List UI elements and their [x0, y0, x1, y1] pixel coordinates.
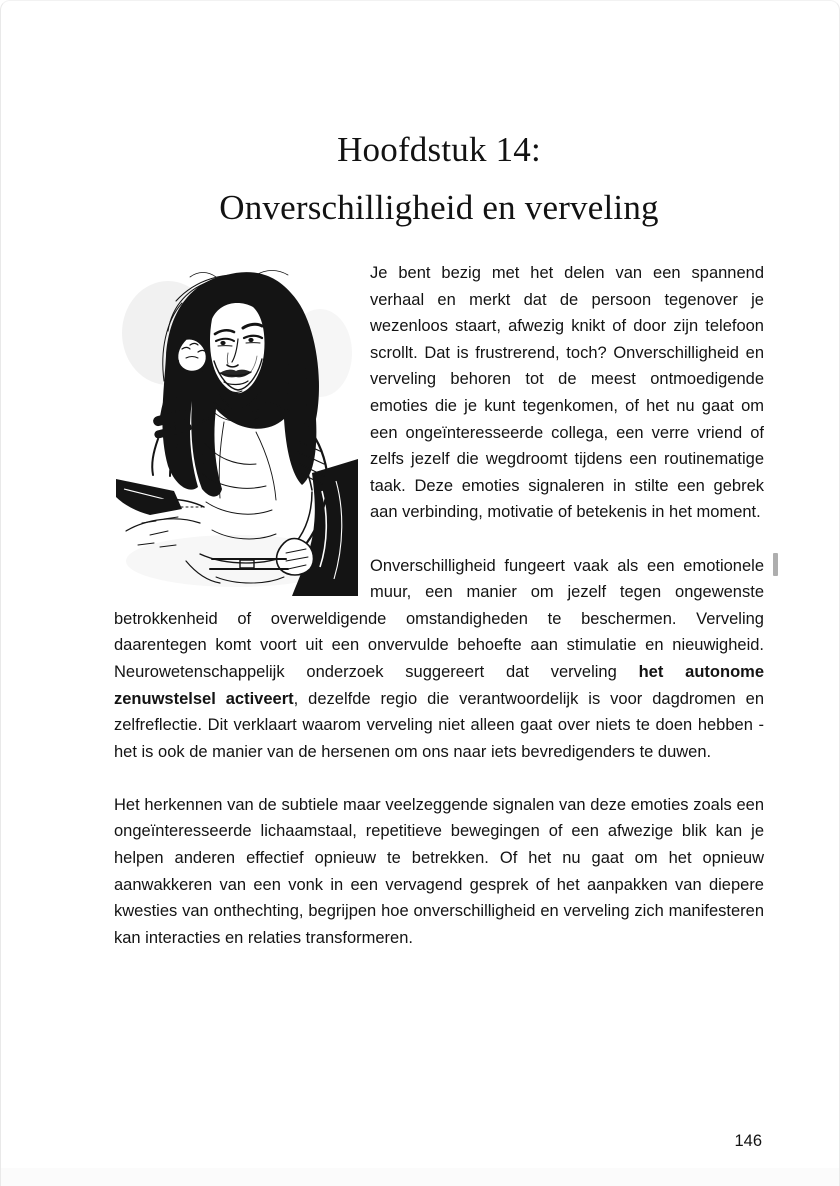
bored-woman-illustration	[116, 261, 358, 596]
page-content	[114, 1, 764, 978]
bold-phrase: het autonome zenuwstelsel activeert	[114, 662, 764, 708]
paragraph-1-text: Je bent bezig met het delen van een spannend verhaal en merkt dat de persoon tegenover je wezenloos staart, afwezig knikt of door zijn telefoon scrollt. Dat is frustrerend, toch? Onverschilligheid en verveling behoren tot de meest ontmoedigende emoties die je kunt tegenkomen, of het nu gaat om een ongeïnteresseerde collega, een verre vriend of zelfs jezelf die wegdroomt tijdens een routinematige taak. Deze emoties signaleren in stilte een gebrek aan verbinding, motivatie of betekenis in het moment.	[370, 264, 764, 522]
chapter-title	[114, 121, 764, 237]
chapter-illustration	[116, 261, 358, 596]
chapter-title-line-2: Onverschilligheid en verveling	[219, 188, 659, 227]
paragraph-2-text-after: , dezelfde regio die verantwoordelijk is voor dagdromen en zelfreflectie. Dit verklaart waarom verveling niet alleen gaat over niets te doen hebben - het is ook de manier van de hersenen om ons naar iets bevredigenders te duwen.	[114, 689, 764, 761]
chapter-body	[114, 260, 764, 951]
scrollbar-thumb[interactable]	[773, 553, 778, 576]
chapter-title-line-1: Hoofdstuk 14:	[337, 130, 541, 169]
paragraph-2-text-before: Onverschilligheid fungeert vaak als een emotionele muur, een manier om jezelf tegen ongewenste betrokkenheid of overweldigende omstandigheden te beschermen. Verveling daarentegen komt voort uit een onvervulde behoefte aan stimulatie en nieuwigheid. Neurowetenschappelijk onderzoek suggereert dat verveling	[114, 556, 764, 681]
paragraph-1	[114, 260, 764, 526]
page-number: 146	[734, 1132, 762, 1150]
page-bottom-edge	[1, 1168, 839, 1186]
paragraph-3: Het herkennen van de subtiele maar veelzeggende signalen van deze emoties zoals een ongeïnteresseerde lichaamstaal, repetitieve bewegingen of een afwezige blik kan je helpen anderen effectief opnieuw te betrekken. Of het nu gaat om het opnieuw aanwakkeren van een vonk in een vervagend gesprek of het aanpakken van diepere kwesties van onthechting, begrijpen hoe onverschilligheid en verveling zich manifesteren kan interacties en relaties transformeren.	[114, 795, 764, 947]
